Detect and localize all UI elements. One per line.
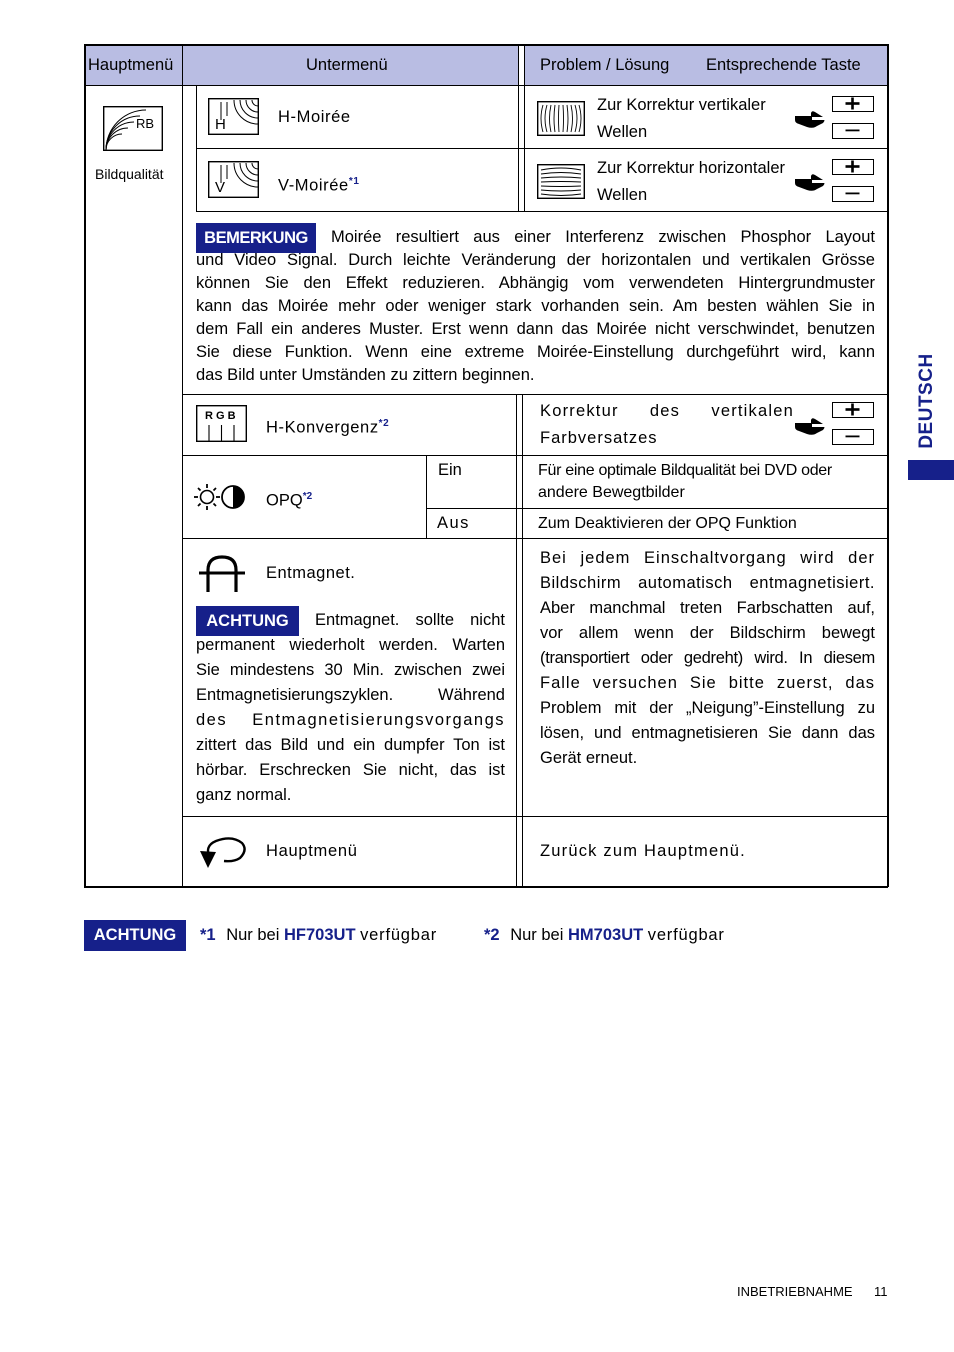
pointing-hand-icon	[793, 108, 827, 137]
h-konvergenz-footnote-mark: *2	[378, 418, 390, 429]
opq-option-off-desc: Zum Deaktivieren der OPQ Funktion	[538, 515, 797, 532]
header-col-key: Entsprechende Taste	[706, 56, 861, 74]
footnote-2-pre: Nur bei	[510, 926, 564, 944]
remark-line-1: Moirée resultiert aus einer Interferenz zwischen Phosphor Layout	[331, 228, 875, 246]
h-moiree-desc-1: Zur Korrektur vertikaler	[597, 96, 766, 114]
opq-label	[266, 484, 312, 514]
entmagnet-warning-line-8: ganz normal.	[196, 786, 292, 804]
pointing-hand-icon	[793, 415, 827, 444]
opq-label-text: OPQ	[266, 491, 303, 510]
footnote-1-post: verfügbar	[360, 926, 438, 944]
h-moiree-plus-button[interactable]	[832, 96, 874, 112]
entmagnet-desc-line-3: Aber manchmal treten Farbschatten auf,	[540, 599, 875, 617]
remark-line-4: kann das Moirée mehr oder weniger stark vorhanden sein. Am besten wählen Sie in	[196, 297, 875, 315]
entmagnet-warning-badge: ACHTUNG	[196, 606, 299, 636]
h-konvergenz-label	[266, 411, 389, 441]
h-moiree-minus-button[interactable]	[832, 123, 874, 139]
language-side-tab	[908, 348, 954, 480]
hauptmenu-label[interactable]: Hauptmenü	[266, 842, 358, 860]
rgb-icon-text: R G B	[205, 410, 236, 422]
entmagnet-warning-line-4: Entmagnetisierungszyklen. Während	[196, 686, 505, 704]
header-col-sub: Untermenü	[306, 56, 388, 74]
header-col-main: Hauptmenü	[88, 56, 174, 74]
entmagnet-warning-line-3: Sie mindestens 30 Min. zwischen zwei	[196, 661, 505, 679]
language-side-tab-label: DEUTSCH	[916, 353, 937, 449]
footer-page-number: 11	[874, 1284, 888, 1299]
remark-line-7: das Bild unter Umständen zu zittern beginnen.	[196, 366, 535, 384]
h-konvergenz-desc-2: Farbversatzes	[540, 429, 658, 447]
remark-line-5: dem Fall ein anderes Muster. Erst wenn dann das Moirée nicht verschwindet, benutzen	[196, 320, 875, 338]
v-moiree-label-text: V-Moirée	[278, 176, 349, 195]
image-quality-icon	[103, 106, 163, 156]
entmagnet-warning-line-5: des Entmagnetisierungsvorgangs	[196, 711, 505, 729]
h-konvergenz-minus-button[interactable]	[832, 429, 874, 445]
h-moiree-icon-letter: H	[215, 116, 226, 133]
footnote-1-model: HF703UT	[284, 926, 356, 944]
entmagnet-warning-line-7: hörbar. Erschrecken Sie nicht, das ist	[196, 761, 505, 779]
footnote-1-mark: *1	[200, 926, 216, 944]
h-konvergenz-label-text: H-Konvergenz	[266, 418, 379, 437]
h-moiree-label: H-Moirée	[278, 108, 351, 126]
entmagnet-label: Entmagnet.	[266, 564, 356, 582]
opq-option-off[interactable]: Aus	[437, 514, 470, 532]
footnote-warning-badge: ACHTUNG	[84, 920, 186, 951]
footnote-1-pre: Nur bei	[226, 926, 280, 944]
hauptmenu-desc: Zurück zum Hauptmenü.	[540, 842, 746, 860]
footnote-2-mark: *2	[484, 926, 500, 944]
entmagnet-desc-line-6: Falle versuchen Sie bitte zuerst, das	[540, 674, 875, 692]
opq-option-on-desc-2: andere Bewegtbilder	[538, 484, 685, 501]
image-quality-icon-text: RB	[136, 116, 155, 131]
v-moiree-icon	[208, 161, 259, 203]
entmagnet-desc-line-4: vor allem wenn der Bildschirm bewegt	[540, 624, 875, 642]
v-moiree-desc-1: Zur Korrektur horizontaler	[597, 159, 785, 177]
opq-option-on-desc-1: Für eine optimale Bildqualität bei DVD oder	[538, 462, 832, 479]
main-menu-label: Bildqualität	[95, 166, 164, 182]
remark-badge: BEMERKUNG	[196, 223, 316, 253]
entmagnet-desc-line-5: (transportiert oder gedreht) wird. In diesem	[540, 649, 875, 667]
entmagnet-desc-line-9: Gerät erneut.	[540, 749, 638, 767]
pointing-hand-icon	[793, 171, 827, 200]
remark-line-2: und Video Signal. Durch leichte Veränderung der horizontalen und vertikalen Grösse	[196, 251, 875, 269]
footnote-1	[200, 923, 437, 948]
entmagnet-desc-line-1: Bei jedem Einschaltvorgang wird der	[540, 549, 875, 567]
return-arrow-icon[interactable]	[198, 834, 248, 875]
opq-footnote-mark: *2	[302, 491, 313, 502]
footer-section: INBETRIEBNAHME	[737, 1284, 853, 1299]
v-moiree-footnote-mark: *1	[348, 176, 360, 187]
v-moiree-icon-letter: V	[215, 179, 226, 196]
entmagnet-desc-line-8: lösen, und entmagnetisieren Sie dann das	[540, 724, 875, 742]
degauss-icon	[198, 553, 246, 598]
v-moiree-minus-button[interactable]	[832, 186, 874, 202]
h-konvergenz-plus-button[interactable]	[832, 402, 874, 418]
remark-text	[196, 226, 875, 387]
horizontal-waves-icon	[537, 164, 585, 204]
entmagnet-warning-line-6: zittert das Bild und ein dumpfer Ton ist	[196, 736, 505, 754]
header-col-problem: Problem / Lösung	[540, 56, 670, 74]
sun-contrast-icon	[194, 483, 246, 516]
opq-option-on[interactable]: Ein	[438, 461, 462, 479]
v-moiree-plus-button[interactable]	[832, 159, 874, 175]
remark-line-6: Sie diese Funktion. Wenn eine extreme Moirée-Einstellung durchgeführt wird, kann	[196, 343, 875, 361]
footnote-2-model: HM703UT	[568, 926, 644, 944]
h-konvergenz-desc-1: Korrektur des vertikalen	[540, 402, 794, 420]
footnote-2-post: verfügbar	[647, 926, 725, 944]
entmagnet-warning-line-1: Entmagnet. sollte nicht	[315, 611, 505, 629]
vertical-waves-icon	[537, 101, 585, 141]
v-moiree-desc-2: Wellen	[597, 186, 648, 204]
h-moiree-desc-2: Wellen	[597, 123, 648, 141]
entmagnet-warning-line-2: permanent wiederholt werden. Warten	[196, 636, 505, 654]
footnote-2	[484, 923, 725, 948]
rgb-convergence-icon	[196, 405, 247, 447]
entmagnet-desc	[540, 546, 875, 771]
entmagnet-desc-line-7: Problem mit der „Neigung”-Einstellung zu	[540, 699, 875, 717]
entmagnet-warning-text	[196, 608, 505, 808]
v-moiree-label	[278, 169, 359, 199]
entmagnet-desc-line-2: Bildschirm automatisch entmagnetisiert.	[540, 574, 875, 592]
h-moiree-icon	[208, 98, 259, 140]
remark-line-3: können Sie den Effekt reduzieren. Abhängig vom verwendeten Hintergrundmuster	[196, 274, 875, 292]
